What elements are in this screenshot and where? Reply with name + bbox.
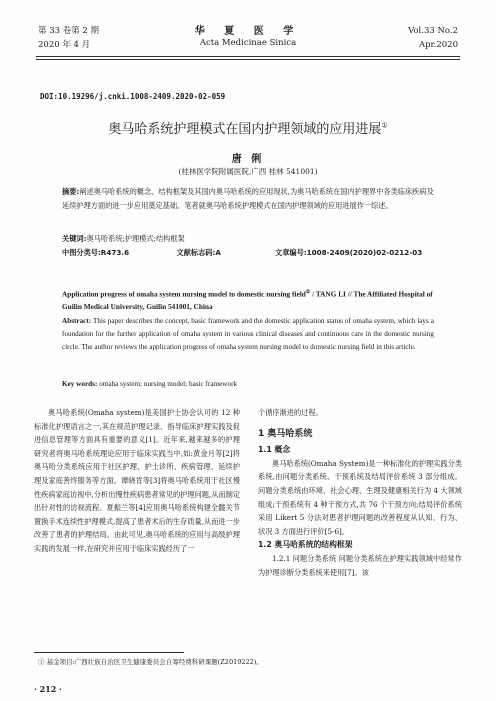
abstract-en-text: This paper describes the concept, basic framework and the domestic application status of omaha system, which lays a foundation for the further application of omaha system in various clinical diseases and continuous care in the domestic nursing circle. The author reviews the application progress of omaha system nursing model to domestic nursing field in this article. [62, 317, 434, 351]
english-title-text: Application progress of omaha system nursing model to domestic nursing field [62, 289, 306, 299]
doi: DOI:10.19296/j.cnki.1008-2409.2020-02-059 [40, 92, 226, 101]
article-number: 文章编号:1008-2409(2020)02-0212-03 [275, 248, 423, 257]
volume-cn: 第 33 卷第 2 期 [38, 26, 100, 36]
abstract-en [62, 315, 434, 354]
body-left-column: 奥马哈系统(Omaha system)是美国护士协会认可的 12 种标准化护理语言之一,其在规范护理记录、指导临床护理实践及促进信息管理等方面具有重要的意义[1]。近年来,越来越多的护理研究者将奥马哈系统理论应用于临床实践当中,如:黄金月等[2]将奥马哈分类系统应用于社区护理、护士诊所、疾病管理、延续护理及家庭善终服务等方面。谭晓肯等[3]将奥马哈系统用于社区慢性疾病家庭访视中,分析出慢性疾病患者常见的护理问题,从而制定出针对性的访视流程。夏振兰等[4]应用奥马哈系统构建全髋关节置换手术连续性护理模式,提高了患者术后的生存质量,从而进一步改善了患者的护理结局。由此可见,奥马哈系统的应用与高级护理实践的发展一样,在研究并应用于临床实践经历了一 [34, 408, 240, 553]
paragraph-problem-system-text: 问题分类系统在护理实践领域中经常作为护理诊断分类系统来使用[7]。该 [258, 553, 462, 577]
title-footnote-mark: ① [381, 121, 388, 130]
section-heading-1: 1 奥马哈系统 [258, 428, 313, 439]
keywords-cn-label: 关键词: [62, 234, 87, 243]
footnote: ① 基金项目:广西壮族自治区卫生健康委员会自筹经费科研课题(Z2019222)。 [38, 658, 263, 666]
section-heading-1-2: 1.2 奥马哈系统的结构框架 [258, 540, 353, 550]
journal-title-cn: 华 夏 医 学 [194, 26, 302, 37]
paragraph-continuation: 个循序渐进的过程。 [258, 408, 323, 417]
header-right [408, 24, 458, 52]
keywords-en-label: Key words: [62, 380, 98, 388]
journal-title-en: Acta Medicinae Sinica [199, 38, 297, 48]
date-cn: 2020 年 4 月 [38, 40, 91, 50]
clc-number: 中图分类号:R473.6 [62, 248, 130, 257]
keywords-cn-text: 奥马哈系统;护理模式;结构框架 [86, 234, 185, 243]
volume-en: Vol.33 No.2 [408, 26, 458, 36]
abstract-en-label: Abstract: [62, 317, 92, 325]
header-rule-thin [36, 59, 460, 60]
document-code: 文献标志码:A [176, 248, 221, 257]
paragraph-concept: 奥马哈系统(Omaha System)是一种标准化的护理实践分类系统,由问题分类系统、干预系统及结局评价系统 3 部分组成。问题分类系统由环境、社会心理、生理及健康相关行为 4 大领域组成;干预系统有 4 种干预方式,共 76 个干预方向;结局评价系统采用 Likert 5 分法对患者护理问题的改善程度从认知、行为、状况 3 方面进行评价[5-6]。 [258, 458, 462, 536]
author: 唐 俐 [231, 154, 265, 165]
abstract-cn-text: 阐述奥马哈系统的概念、结构框架及其国内奥马哈系统的应用现状,为奥马哈系统在国内护理界中各类临床疾病及延续护理方面的进一步应用奠定基础。笔者就奥马哈系统护理模式在国内护理领域的应用进展作一综述。 [62, 187, 434, 210]
paragraph-problem-system [258, 552, 462, 579]
english-author: / TANG LI // The Affiliated Hospital of Guilin Medical University, Guilin 541001, China [62, 289, 433, 312]
meta-block [62, 232, 434, 260]
affiliation: (桂林医学院附属医院,广西 桂林 541001) [178, 167, 318, 176]
abstract-cn [62, 185, 434, 213]
english-title-note: ① [305, 290, 311, 295]
keywords-cn [62, 232, 434, 246]
page-number: · 212 · [34, 684, 62, 694]
date-en: Apr.2020 [418, 40, 458, 50]
abstract-cn-label: 摘要: [62, 187, 80, 196]
section-heading-1-2-1: 1.2.1 问题分类系统 [272, 553, 337, 563]
footnote-rule [34, 652, 184, 653]
article-title [0, 118, 496, 137]
article-title-text: 奥马哈系统护理模式在国内护理领域的应用进展 [108, 122, 382, 137]
body-right-column [258, 406, 462, 579]
keywords-en [62, 380, 434, 388]
classification-row [62, 246, 434, 260]
keywords-en-text: omaha system; nursing model; basic framework [99, 380, 238, 388]
header-rule [36, 56, 460, 57]
section-heading-1-1: 1.1 概念 [258, 445, 291, 455]
english-title [62, 286, 434, 313]
